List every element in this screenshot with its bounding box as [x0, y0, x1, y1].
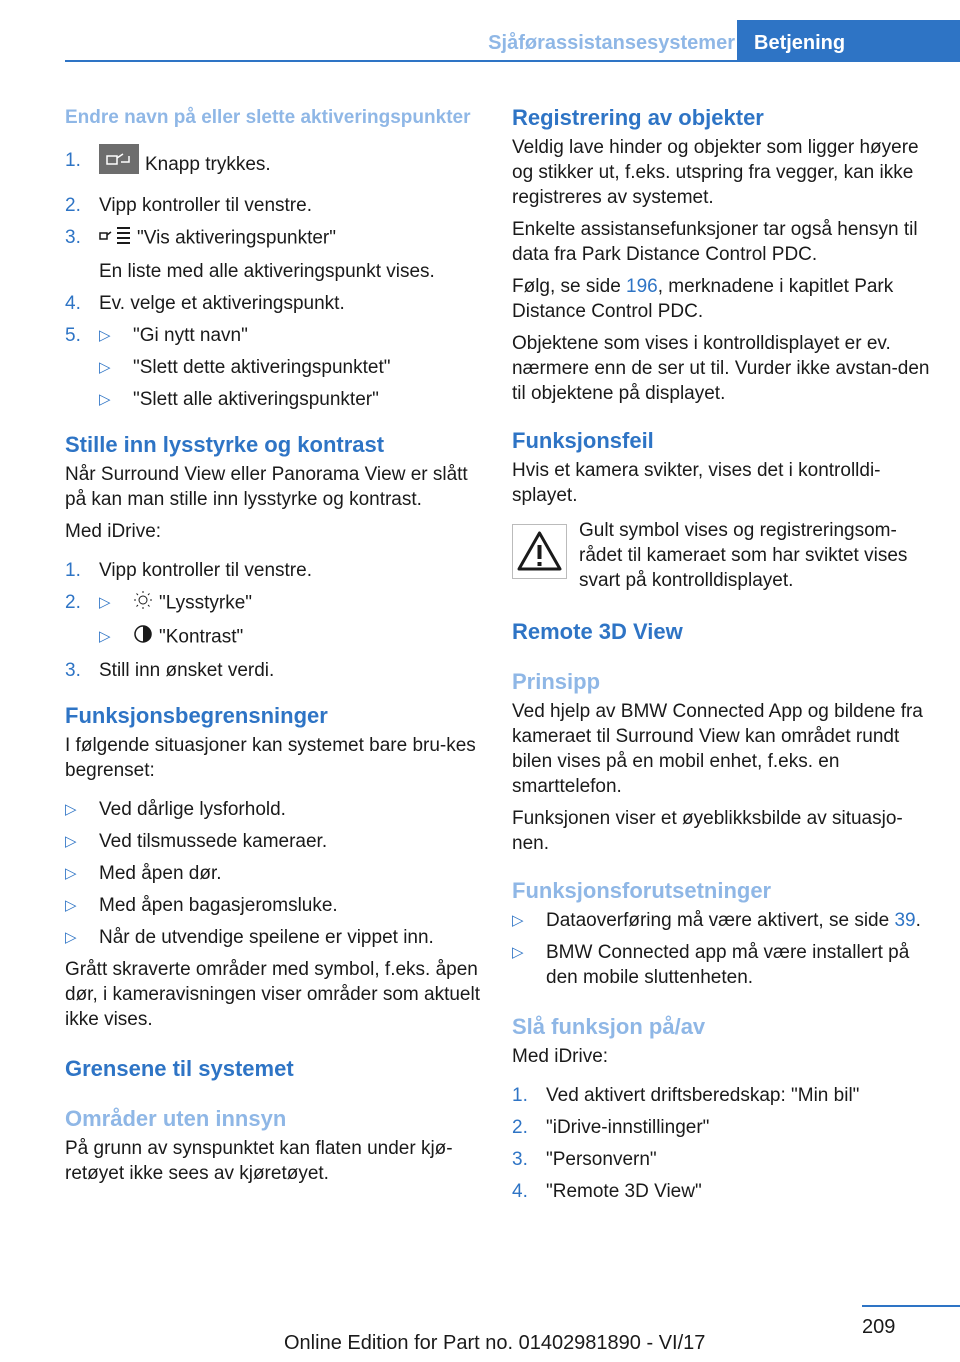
footer-edition: Online Edition for Part no. 01402981890 - VI/17	[284, 1332, 706, 1354]
sub-item	[99, 323, 485, 348]
bullet-item	[512, 940, 932, 990]
triangle-bullet-icon: ▷	[99, 391, 111, 408]
page-number: 209	[862, 1316, 896, 1338]
list-item	[65, 558, 485, 583]
toggle-idrive: Med iDrive:	[512, 1046, 609, 1067]
list-item	[65, 387, 485, 412]
sub-item-text: "Slett dette aktiveringspunktet"	[133, 357, 391, 378]
limits-outro: Grått skraverte områder med symbol, f.eks. åpen dør, i kameravisningen viser områder som aktuelt ikke vises.	[65, 959, 480, 1030]
triangle-bullet-icon: ▷	[99, 594, 111, 611]
bullet-item	[65, 829, 485, 854]
list-item	[65, 225, 485, 252]
sub-item	[99, 387, 485, 412]
brightness-sun-icon	[133, 590, 153, 617]
brightness-intro: Når Surround View eller Panorama View er slått på kan man stille inn lysstyrke og kontrast.	[65, 464, 468, 510]
list-number: 3.	[512, 1149, 528, 1170]
principle-p1: Ved hjelp av BMW Connected App og bildene fra kameraet til Surround View kan området rundt bilen vises på en mobil enhet, f.eks. en smarttelefon.	[512, 701, 923, 797]
header-tab-label: Betjening	[754, 32, 846, 54]
bullet-item	[512, 908, 932, 933]
detect-p2: Enkelte assistansefunksjoner tar også hensyn til data fra Park Distance Control PDC.	[512, 219, 918, 265]
triangle-bullet-icon: ▷	[65, 897, 77, 914]
blind-areas-heading: Områder uten innsyn	[65, 1106, 287, 1131]
detect-p1: Veldig lave hinder og objekter som ligger høyere og stikker ut, f.eks. utspring fra vegger, kan ikke registreres av systemet.	[512, 137, 919, 208]
step-text: Ev. velge et aktiveringspunkt.	[99, 293, 345, 314]
footer-rule	[862, 1305, 960, 1307]
bullet-text-end: .	[915, 910, 921, 931]
rename-heading: Endre navn på eller slette aktiveringspunkter	[65, 107, 471, 128]
triangle-bullet-icon: ▷	[65, 865, 77, 882]
list-item	[512, 1179, 932, 1204]
blind-areas-text: På grunn av synspunktet kan flaten under kjø-retøyet ikke sees av kjøretøyet.	[65, 1138, 453, 1184]
page-link-39[interactable]: 39	[894, 910, 916, 931]
fault-heading: Funksjonsfeil	[512, 428, 654, 453]
header-section-title: Sjåførassistansesystemer	[488, 32, 735, 54]
warning-triangle-icon	[512, 524, 567, 579]
step-note-text: En liste med alle aktiveringspunkt vises.	[99, 261, 435, 282]
step-text: Still inn ønsket verdi.	[99, 660, 275, 681]
list-item	[65, 624, 485, 651]
bullet-item	[65, 861, 485, 886]
detect-p3	[512, 274, 932, 324]
sub-item-text: "Kontrast"	[159, 626, 244, 648]
list-item	[65, 291, 485, 316]
sub-item-text: "Gi nytt navn"	[133, 325, 248, 346]
list-number: 3.	[65, 227, 81, 248]
triangle-bullet-icon: ▷	[65, 929, 77, 946]
sub-item-text: "Slett alle aktiveringspunkter"	[133, 389, 379, 410]
list-number: 3.	[65, 660, 81, 681]
remote-heading: Remote 3D View	[512, 619, 683, 644]
bullet-text: Ved tilsmussede kameraer.	[99, 831, 328, 852]
sub-item	[99, 355, 485, 380]
step-text: Vipp kontroller til venstre.	[99, 195, 312, 216]
brightness-idrive: Med iDrive:	[65, 521, 162, 542]
step-text: Vipp kontroller til venstre.	[99, 560, 312, 581]
bullet-text: Med åpen bagasjeromsluke.	[99, 895, 338, 916]
sub-item-text: "Lysstyrke"	[159, 592, 253, 614]
list-item	[65, 323, 485, 348]
limits-heading: Funksjonsbegrensninger	[65, 703, 328, 728]
contrast-circle-icon	[133, 624, 153, 651]
list-item	[512, 1083, 932, 1108]
warning-text: Gult symbol vises og registreringsom-rådet til kameraet som har sviktet vises svart på kontrolldisplayet.	[579, 520, 908, 591]
limits-intro: I følgende situasjoner kan systemet bare bru-kes begrenset:	[65, 735, 476, 781]
list-item	[512, 1147, 932, 1172]
bullet-text: Når de utvendige speilene er vippet inn.	[99, 927, 434, 948]
triangle-bullet-icon: ▷	[99, 359, 111, 376]
principle-heading: Prinsipp	[512, 669, 601, 694]
bullet-text: Med åpen dør.	[99, 863, 222, 884]
list-item	[65, 658, 485, 683]
list-number: 1.	[512, 1085, 528, 1106]
step-text: "Vis aktiveringspunkter"	[137, 227, 337, 249]
triangle-bullet-icon: ▷	[65, 833, 77, 850]
bullet-item	[65, 925, 485, 950]
right-column	[512, 105, 932, 1211]
list-item	[65, 193, 485, 218]
sub-item	[99, 624, 485, 651]
bullet-text: Ved dårlige lysforhold.	[99, 799, 286, 820]
camera-button-icon	[99, 144, 139, 186]
prereq-heading: Funksjonsforutsetninger	[512, 878, 772, 903]
bullet-text: BMW Connected app må være installert på den mobile sluttenheten.	[546, 942, 910, 988]
list-item	[65, 355, 485, 380]
list-number: 5.	[65, 325, 81, 346]
list-number: 2.	[65, 592, 81, 613]
list-number: 1.	[65, 560, 81, 581]
detect-p3-post: , merknadene i kapitlet Park Distance Control PDC.	[512, 276, 894, 322]
brightness-heading: Stille inn lysstyrke og kontrast	[65, 432, 385, 457]
list-item	[65, 144, 485, 186]
detect-p3-pre: Følg, se side	[512, 276, 627, 297]
triangle-bullet-icon: ▷	[99, 628, 111, 645]
list-item	[65, 590, 485, 617]
fault-p1: Hvis et kamera svikter, vises det i kontrolldi-splayet.	[512, 460, 881, 506]
triangle-bullet-icon: ▷	[99, 327, 111, 344]
bullet-item	[65, 797, 485, 822]
step-note	[65, 259, 485, 284]
bullet-item	[65, 893, 485, 918]
triangle-bullet-icon: ▷	[65, 801, 77, 818]
list-number: 2.	[512, 1117, 528, 1138]
list-number: 1.	[65, 150, 81, 171]
system-limits-heading: Grensene til systemet	[65, 1056, 294, 1081]
list-number: 4.	[512, 1181, 528, 1202]
sub-item	[99, 590, 485, 617]
step-text: "iDrive-innstillinger"	[546, 1117, 710, 1138]
header-tab	[737, 20, 960, 62]
list-menu-icon	[99, 225, 131, 252]
left-column	[65, 105, 485, 1193]
triangle-bullet-icon: ▷	[512, 944, 524, 961]
step-text: "Remote 3D View"	[546, 1181, 702, 1202]
page-link-196[interactable]: 196	[626, 276, 658, 297]
list-number: 4.	[65, 293, 81, 314]
detect-heading: Registrering av objekter	[512, 105, 764, 130]
detect-p4: Objektene som vises i kontrolldisplayet er ev. nærmere enn de ser ut til. Vurder ikke avstan-den til objektene på displayet.	[512, 333, 930, 404]
bullet-text: Dataoverføring må være aktivert, se side	[546, 910, 895, 931]
triangle-bullet-icon: ▷	[512, 912, 524, 929]
list-number: 2.	[65, 195, 81, 216]
step-text: Knapp trykkes.	[145, 154, 271, 176]
principle-p2: Funksjonen viser et øyeblikksbilde av situasjo-nen.	[512, 808, 903, 854]
list-item	[512, 1115, 932, 1140]
step-text: Ved aktivert driftsberedskap: "Min bil"	[546, 1085, 860, 1106]
warning-note	[512, 518, 932, 593]
step-text: "Personvern"	[546, 1149, 657, 1170]
toggle-heading: Slå funksjon på/av	[512, 1014, 706, 1039]
